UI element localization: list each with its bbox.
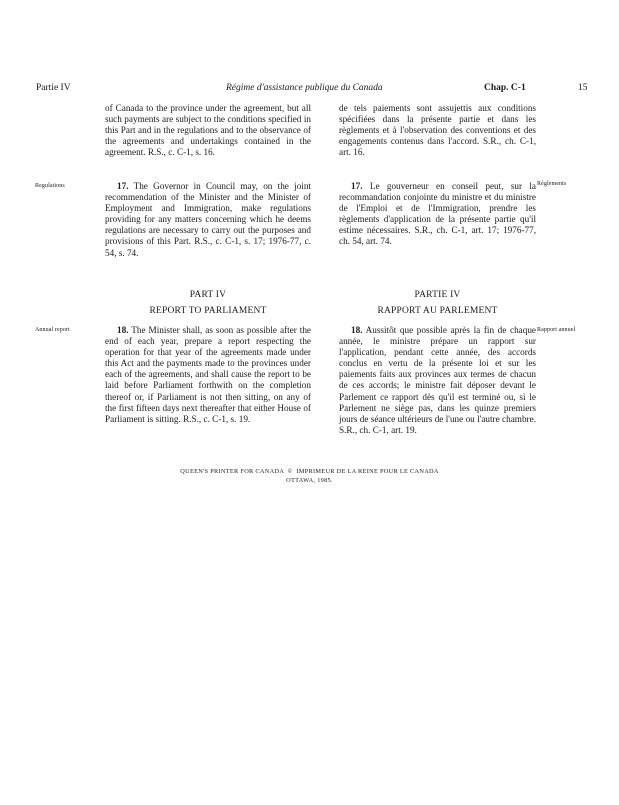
section-text: Le gouverneur en conseil peut, sur la recommandation conjointe du ministre et du ministre de l'Emploi et de l'Immigration, prendre les règlements d'application de la présente partie qu'il estime nécessaires. S.R., ch. C-1, art. 17; 1976-77, ch. 54, art. 74.	[339, 181, 537, 247]
section-number: 18.	[117, 325, 129, 335]
section-number: 18.	[351, 325, 363, 335]
part-number-french: PARTIE IV	[414, 290, 461, 300]
section-number: 17.	[117, 181, 129, 191]
section-16-continuation-french	[339, 103, 536, 158]
header-chapter: Chap. C-1	[484, 83, 526, 93]
section-18-french	[339, 325, 536, 436]
margin-note-annual-report: Annual report	[35, 327, 70, 333]
margin-note-rapport-annuel: Rapport annuel	[537, 327, 576, 333]
running-header	[0, 83, 619, 99]
printer-place-year: OTTAWA, 1985.	[286, 477, 333, 484]
header-title: Régime d'assistance publique du Canada	[226, 83, 383, 93]
part-title-english: REPORT TO PARLIAMENT	[149, 306, 267, 316]
printer-imprint: QUEEN'S PRINTER FOR CANADA © IMPRIMEUR DE LA REINE POUR LE CANADA	[180, 468, 439, 475]
header-part: Partie IV	[36, 83, 71, 93]
page-number: 15	[578, 83, 588, 93]
margin-note-reglements: Règlements	[537, 181, 567, 187]
section-number: 17.	[351, 181, 363, 191]
section-text: Aussitôt que possible après la fin de chaque année, le ministre prépare un rapport sur l'application, pendant cette année, des accords conclus en vertu de la présente loi et sur les paiements faits aux provinces aux termes de chacun de ces accords; le ministre fait déposer devant le Parlement ce rapport dès qu'il est terminé ou, si le Parlement ne siège pas, dans les quinze premiers jours de séance ultérieurs de l'une ou l'autre chambre. S.R., ch. C-1, art. 19.	[339, 325, 537, 435]
paragraph: de tels paiements sont assujettis aux conditions spécifiées dans la présente partie et dans les règlements et à l'observation des conventions et des engagements contenus dans l'accord. S.R., ch. C-1, art. 16.	[339, 103, 536, 158]
part-title-french: RAPPORT AU PARLEMENT	[377, 306, 498, 316]
section-17-french	[339, 181, 536, 248]
section-text: The Governor in Council may, on the joint recommendation of the Minister and the Minister of Employment and Immigration, make regulations providing for any matters concerning which he deems regulations are necessary to carry out the purposes and provisions of this Part. R.S., c. C-1, s. 17; 1976-77, c. 54, s. 74.	[105, 181, 311, 258]
part-number-english: PART IV	[189, 290, 227, 300]
section-text: The Minister shall, as soon as possible after the end of each year, prepare a report respecting the operation for that year of the agreements made under this Act and the payments made to the provinces under each of the agreements, and shall cause the report to be laid before Parliament forthwith on the completion thereof or, if Parliament is not then sitting, on any of the first fifteen days next thereafter that either House of Parliament is sitting. R.S., c. C-1, s. 19.	[105, 325, 311, 424]
section-16-continuation-english	[105, 103, 311, 158]
section-18-english	[105, 325, 311, 425]
margin-note-regulations: Regulations	[35, 183, 65, 189]
paragraph: of Canada to the province under the agreement, but all such payments are subject to the conditions specified in this Part and in the regulations and to the observance of the agreements and undertakings contained in the agreement. R.S., c. C-1, s. 16.	[105, 103, 311, 158]
section-17-english	[105, 181, 311, 259]
